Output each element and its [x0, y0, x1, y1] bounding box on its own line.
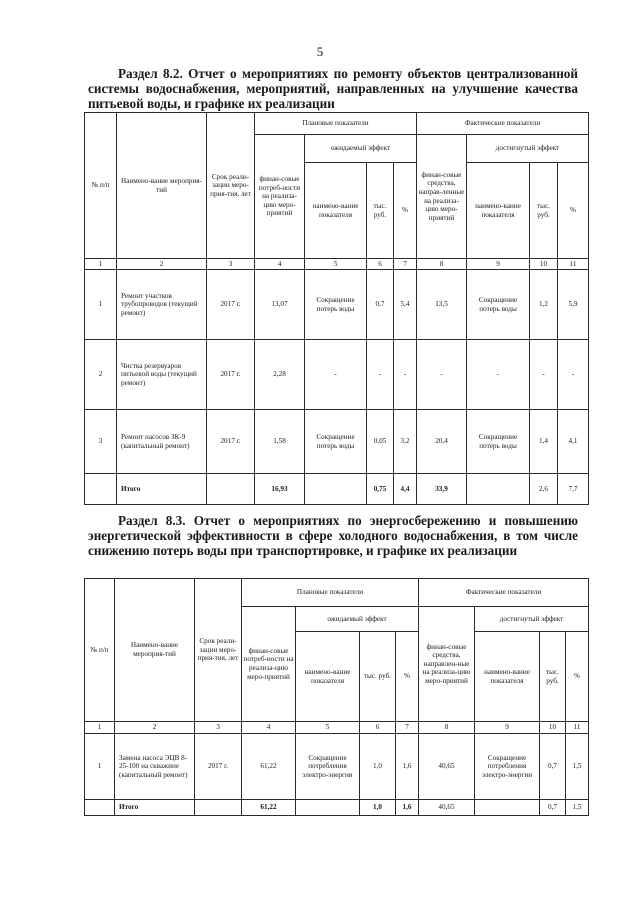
- measure-name: Чистка резервуаров питьевой воды (текущий ремонт): [117, 340, 207, 410]
- table-row: [85, 410, 589, 474]
- total-fact-percent: 1,5: [566, 800, 589, 816]
- plan-indicator: -: [305, 340, 367, 410]
- column-number: 8: [417, 259, 467, 270]
- column-number: 5: [296, 722, 360, 734]
- total-fact-sum: 0,7: [540, 800, 566, 816]
- plan-sum: 1,0: [360, 734, 396, 800]
- empty-cell: [475, 800, 540, 816]
- header-cell: № п/п: [85, 113, 117, 259]
- fact-finance: -: [417, 340, 467, 410]
- plan-percent: -: [394, 340, 417, 410]
- column-number: 6: [367, 259, 394, 270]
- header-cell: Плановые показатели: [255, 113, 417, 135]
- total-row: [85, 474, 589, 505]
- header-cell: достигнутый эффект: [475, 607, 589, 632]
- empty-cell: [85, 800, 115, 816]
- column-number: 10: [530, 259, 558, 270]
- header-cell: Срок реали-зации меро-прия-тия, лет: [195, 579, 242, 722]
- header-cell: наимено-вание показателя: [305, 163, 367, 259]
- header-cell: тыс. руб.: [367, 163, 394, 259]
- column-number: 1: [85, 722, 115, 734]
- column-number: 9: [467, 259, 530, 270]
- empty-cell: [296, 800, 360, 816]
- fact-finance: 20,4: [417, 410, 467, 474]
- header-cell: Наимено-вание мероприя-тий: [117, 113, 207, 259]
- fact-percent: 1,5: [566, 734, 589, 800]
- table-row: [85, 340, 589, 410]
- plan-sum: 0,05: [367, 410, 394, 474]
- total-label: Итого: [115, 800, 195, 816]
- total-fact-sum: 2,6: [530, 474, 558, 505]
- row-number: 1: [85, 270, 117, 340]
- fact-indicator: Сокращение потерь воды: [467, 270, 530, 340]
- plan-indicator: Сокращение потерь воды: [305, 270, 367, 340]
- column-number: 6: [360, 722, 396, 734]
- fact-sum: -: [530, 340, 558, 410]
- header-cell: ожидаемый эффект: [305, 135, 417, 163]
- term-cell: 2017 г.: [207, 340, 255, 410]
- term-cell: 2017 г.: [207, 410, 255, 474]
- plan-finance: 2,28: [255, 340, 305, 410]
- column-number: 4: [242, 722, 296, 734]
- row-number: 3: [85, 410, 117, 474]
- measure-name: Ремонт насосов ЗК-9 (капитальный ремонт): [117, 410, 207, 474]
- plan-percent: 1,6: [396, 734, 419, 800]
- total-plan-percent: 1,6: [396, 800, 419, 816]
- header-cell: %: [394, 163, 417, 259]
- column-number: 11: [566, 722, 589, 734]
- empty-cell: [467, 474, 530, 505]
- column-number: 5: [305, 259, 367, 270]
- table-header-row: [85, 579, 589, 607]
- row-number: 2: [85, 340, 117, 410]
- header-cell: финан-совые средства, направ-ленные на реализа-цию меро-приятий: [417, 135, 467, 259]
- total-plan-sum: 1,0: [360, 800, 396, 816]
- total-fact-percent: 7,7: [558, 474, 589, 505]
- term-cell: 2017 г.: [195, 734, 242, 800]
- column-number: 3: [207, 259, 255, 270]
- measure-name: Замена насоса ЭЦВ 8-25-100 на скважине (капитальный ремонт): [115, 734, 195, 800]
- column-number: 8: [419, 722, 475, 734]
- fact-sum: 0,7: [540, 734, 566, 800]
- column-number-row: [85, 722, 589, 734]
- fact-sum: 1,2: [530, 270, 558, 340]
- header-cell: Наимено-вание мероприя-тий: [115, 579, 195, 722]
- column-number: 10: [540, 722, 566, 734]
- header-cell: %: [396, 632, 419, 722]
- fact-indicator: -: [467, 340, 530, 410]
- header-cell: тыс. руб.: [540, 632, 566, 722]
- fact-indicator: Сокращение потерь воды: [467, 410, 530, 474]
- header-cell: ожидаемый эффект: [296, 607, 419, 632]
- row-number: 1: [85, 734, 115, 800]
- column-number-row: [85, 259, 589, 270]
- section-8-3-table: [84, 578, 589, 816]
- plan-finance: 61,22: [242, 734, 296, 800]
- table-row: [85, 734, 589, 800]
- total-fact-finance: 40,65: [419, 800, 475, 816]
- total-plan-sum: 0,75: [367, 474, 394, 505]
- measure-name: Ремонт участков трубопроводов (текущий ремонт): [117, 270, 207, 340]
- total-plan-finance: 61,22: [242, 800, 296, 816]
- column-number: 4: [255, 259, 305, 270]
- header-cell: тыс. руб.: [360, 632, 396, 722]
- section-8-2-table: [84, 112, 589, 505]
- header-cell: Плановые показатели: [242, 579, 419, 607]
- header-cell: финан-совые потреб-ности на реализа-цию меро-приятий: [255, 135, 305, 259]
- header-cell: финан-совые потреб-ности на реализа-цию меро-приятий: [242, 607, 296, 722]
- empty-cell: [207, 474, 255, 505]
- term-cell: 2017 г.: [207, 270, 255, 340]
- column-number: 11: [558, 259, 589, 270]
- plan-finance: 13,07: [255, 270, 305, 340]
- plan-percent: 3,2: [394, 410, 417, 474]
- fact-finance: 13,5: [417, 270, 467, 340]
- plan-finance: 1,58: [255, 410, 305, 474]
- plan-sum: 0,7: [367, 270, 394, 340]
- fact-finance: 40,65: [419, 734, 475, 800]
- fact-percent: 4,1: [558, 410, 589, 474]
- header-cell: тыс. руб.: [530, 163, 558, 259]
- empty-cell: [85, 474, 117, 505]
- total-label: Итого: [117, 474, 207, 505]
- column-number: 2: [117, 259, 207, 270]
- total-fact-finance: 33,9: [417, 474, 467, 505]
- header-cell: достигнутый эффект: [467, 135, 589, 163]
- header-cell: %: [566, 632, 589, 722]
- section-8-3-heading: Раздел 8.3. Отчет о мероприятиях по энергосбережению и повышению энергетической эффективности в сфере холодного водоснабжения, в том числе снижению потерь воды при транспортировке, и графике их реализации: [88, 513, 578, 558]
- empty-cell: [305, 474, 367, 505]
- table-header-row: [85, 113, 589, 135]
- column-number: 1: [85, 259, 117, 270]
- plan-sum: -: [367, 340, 394, 410]
- plan-percent: 5,4: [394, 270, 417, 340]
- header-cell: № п/п: [85, 579, 115, 722]
- fact-percent: -: [558, 340, 589, 410]
- fact-percent: 5,9: [558, 270, 589, 340]
- section-8-2-heading: Раздел 8.2. Отчет о мероприятиях по ремонту объектов централизованной системы водоснабжения, мероприятий, направленных на улучшение качества питьевой воды, и графике их реализации: [88, 66, 578, 111]
- column-number: 7: [394, 259, 417, 270]
- column-number: 3: [195, 722, 242, 734]
- empty-cell: [195, 800, 242, 816]
- header-cell: Срок реали-зации меро-прия-тия, лет: [207, 113, 255, 259]
- header-cell: %: [558, 163, 589, 259]
- fact-indicator: Сокращение потребления электро-энергии: [475, 734, 540, 800]
- total-row: [85, 800, 589, 816]
- table-row: [85, 270, 589, 340]
- header-cell: финан-совые средства, направлен-ные на реализа-цию меро-приятий: [419, 607, 475, 722]
- header-cell: наимено-вание показателя: [296, 632, 360, 722]
- header-cell: наимено-вание показателя: [475, 632, 540, 722]
- header-cell: Фактические показатели: [417, 113, 589, 135]
- total-plan-finance: 16,93: [255, 474, 305, 505]
- header-cell: Фактические показатели: [419, 579, 589, 607]
- plan-indicator: Сокращение потерь воды: [305, 410, 367, 474]
- plan-indicator: Сокращение потребления электро-энергии: [296, 734, 360, 800]
- header-cell: наимено-вание показателя: [467, 163, 530, 259]
- column-number: 7: [396, 722, 419, 734]
- fact-sum: 1,4: [530, 410, 558, 474]
- column-number: 9: [475, 722, 540, 734]
- page-number: 5: [316, 44, 324, 59]
- total-plan-percent: 4,4: [394, 474, 417, 505]
- column-number: 2: [115, 722, 195, 734]
